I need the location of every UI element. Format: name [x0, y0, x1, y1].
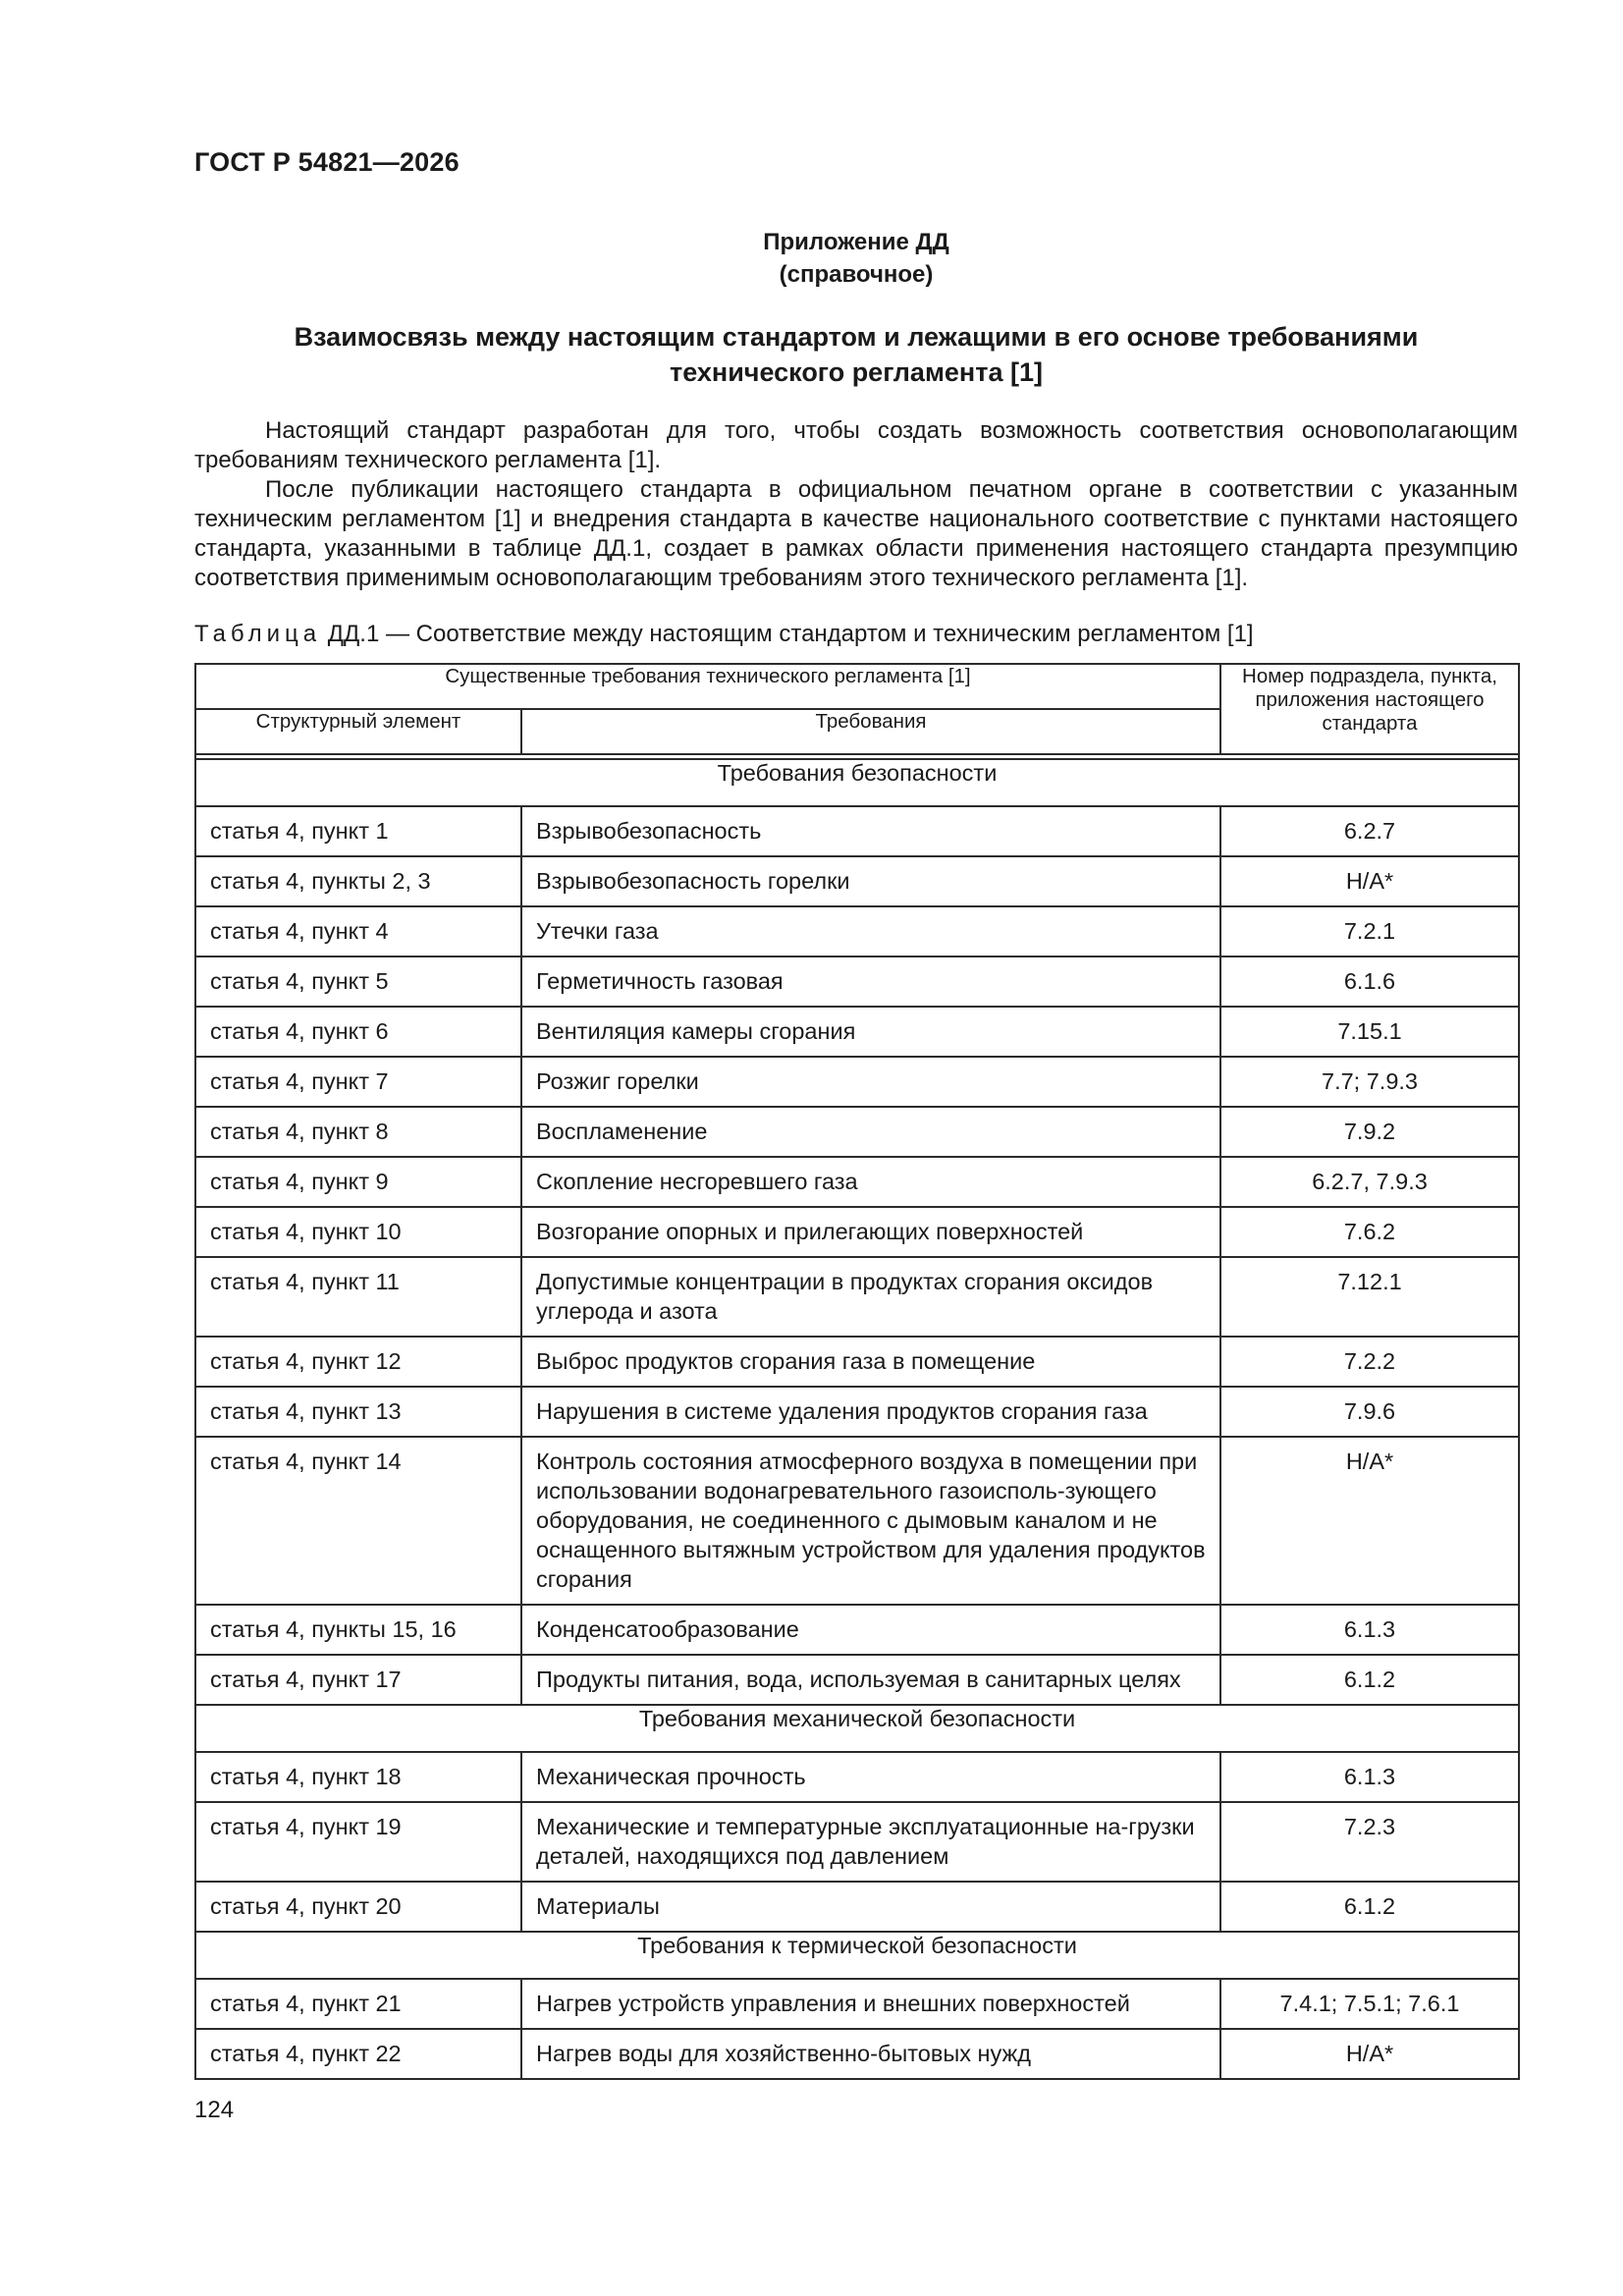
- structural-element-cell: статья 4, пункт 20: [195, 1882, 521, 1932]
- structural-element-cell: статья 4, пункт 4: [195, 906, 521, 957]
- standard-reference-cell: 6.2.7, 7.9.3: [1220, 1157, 1519, 1207]
- standard-reference-cell: Н/А*: [1220, 856, 1519, 906]
- document-code: ГОСТ Р 54821—2026: [194, 147, 460, 177]
- requirement-cell: Скопление несгоревшего газа: [521, 1157, 1220, 1207]
- structural-element-cell: статья 4, пункт 11: [195, 1257, 521, 1337]
- structural-element-cell: статья 4, пункт 10: [195, 1207, 521, 1257]
- table-header-row: [195, 664, 1519, 709]
- structural-element-cell: статья 4, пункт 7: [195, 1057, 521, 1107]
- header-requirements: Требования: [521, 709, 1220, 754]
- standard-reference-cell: 7.12.1: [1220, 1257, 1519, 1337]
- structural-element-cell: статья 4, пункт 19: [195, 1802, 521, 1882]
- standard-reference-cell: 7.2.1: [1220, 906, 1519, 957]
- appendix-kind: (справочное): [779, 261, 934, 288]
- title-line-2: технического регламента [1]: [670, 357, 1043, 387]
- standard-reference-cell: 7.9.2: [1220, 1107, 1519, 1157]
- standard-reference-cell: 6.1.3: [1220, 1752, 1519, 1802]
- intro-text: [194, 416, 1518, 593]
- structural-element-cell: статья 4, пункт 6: [195, 1007, 521, 1057]
- requirement-cell: Возгорание опорных и прилегающих поверхностей: [521, 1207, 1220, 1257]
- appendix-title: [194, 319, 1518, 390]
- structural-element-cell: статья 4, пункт 22: [195, 2029, 521, 2079]
- standard-reference-cell: 7.9.6: [1220, 1387, 1519, 1437]
- table-row: [195, 1007, 1519, 1057]
- structural-element-cell: статья 4, пункт 12: [195, 1337, 521, 1387]
- standard-reference-cell: Н/А*: [1220, 2029, 1519, 2079]
- appendix-label: Приложение ДД: [763, 229, 949, 255]
- section-title: Требования механической безопасности: [195, 1705, 1519, 1752]
- table-row: [195, 1882, 1519, 1932]
- standard-reference-cell: 7.2.3: [1220, 1802, 1519, 1882]
- section-row: [195, 1705, 1519, 1752]
- header-structural-element: Структурный элемент: [195, 709, 521, 754]
- table-row: [195, 1605, 1519, 1655]
- table-row: [195, 1387, 1519, 1437]
- table-row: [195, 1257, 1519, 1337]
- requirement-cell: Контроль состояния атмосферного воздуха в помещении при использовании водонагревательного газоисполь-зующего оборудования, не соединенного с дымовым каналом и не оснащенного вытяжным устройством для удаления продуктов сгорания: [521, 1437, 1220, 1605]
- table-row: [195, 1207, 1519, 1257]
- table-row: [195, 1057, 1519, 1107]
- header-number: Номер подраздела, пункта, приложения настоящего стандарта: [1220, 664, 1519, 754]
- standard-reference-cell: 6.1.3: [1220, 1605, 1519, 1655]
- page-number: 124: [194, 2097, 235, 2123]
- table-row: [195, 806, 1519, 856]
- header-group: Существенные требования технического регламента [1]: [195, 664, 1220, 709]
- requirement-cell: Взрывобезопасность: [521, 806, 1220, 856]
- standard-reference-cell: Н/А*: [1220, 1437, 1519, 1605]
- table-row: [195, 1337, 1519, 1387]
- table-row: [195, 1107, 1519, 1157]
- structural-element-cell: статья 4, пункт 14: [195, 1437, 521, 1605]
- appendix-heading: [194, 226, 1518, 291]
- section-title: Требования безопасности: [195, 759, 1519, 806]
- structural-element-cell: статья 4, пункт 13: [195, 1387, 521, 1437]
- standard-reference-cell: 6.2.7: [1220, 806, 1519, 856]
- section-row: [195, 1932, 1519, 1979]
- intro-paragraph-2: После публикации настоящего стандарта в официальном печатном органе в соответствии с указанным техническим регламентом [1] и внедрения стандарта в качестве национального соответствие с пунктами настоящего стандарта, указанными в таблице ДД.1, создает в рамках области применения настоящего стандарта презумпцию соответствия применимым основополагающим требованиям этого технического регламента [1].: [194, 476, 1518, 591]
- structural-element-cell: статья 4, пункт 17: [195, 1655, 521, 1705]
- requirement-cell: Нагрев воды для хозяйственно-бытовых нужд: [521, 2029, 1220, 2079]
- requirement-cell: Продукты питания, вода, используемая в санитарных целях: [521, 1655, 1220, 1705]
- table-row: [195, 1157, 1519, 1207]
- structural-element-cell: статья 4, пункт 8: [195, 1107, 521, 1157]
- requirement-cell: Механические и температурные эксплуатационные на-грузки деталей, находящихся под давлением: [521, 1802, 1220, 1882]
- requirement-cell: Материалы: [521, 1882, 1220, 1932]
- requirement-cell: Взрывобезопасность горелки: [521, 856, 1220, 906]
- table-row: [195, 1802, 1519, 1882]
- table-caption: [194, 621, 1254, 648]
- requirement-cell: Воспламенение: [521, 1107, 1220, 1157]
- table-row: [195, 957, 1519, 1007]
- table-row: [195, 856, 1519, 906]
- structural-element-cell: статья 4, пункты 15, 16: [195, 1605, 521, 1655]
- requirement-cell: Допустимые концентрации в продуктах сгорания оксидов углерода и азота: [521, 1257, 1220, 1337]
- requirement-cell: Розжиг горелки: [521, 1057, 1220, 1107]
- title-line-1: Взаимосвязь между настоящим стандартом и лежащими в его основе требованиями: [294, 322, 1419, 352]
- requirement-cell: Выброс продуктов сгорания газа в помещение: [521, 1337, 1220, 1387]
- structural-element-cell: статья 4, пункт 21: [195, 1979, 521, 2029]
- table-row: [195, 1979, 1519, 2029]
- intro-paragraph-1: Настоящий стандарт разработан для того, чтобы создать возможность соответствия основополагающим требованиям технического регламента [1].: [194, 417, 1518, 473]
- table-row: [195, 2029, 1519, 2079]
- standard-reference-cell: 6.1.6: [1220, 957, 1519, 1007]
- section-row: [195, 759, 1519, 806]
- standard-reference-cell: 6.1.2: [1220, 1882, 1519, 1932]
- requirement-cell: Нагрев устройств управления и внешних поверхностей: [521, 1979, 1220, 2029]
- requirement-cell: Конденсатообразование: [521, 1605, 1220, 1655]
- table-body: [195, 759, 1519, 2079]
- standard-reference-cell: 6.1.2: [1220, 1655, 1519, 1705]
- table-caption-prefix: Таблица: [194, 621, 322, 647]
- requirement-cell: Нарушения в системе удаления продуктов сгорания газа: [521, 1387, 1220, 1437]
- structural-element-cell: статья 4, пункт 9: [195, 1157, 521, 1207]
- requirement-cell: Герметичность газовая: [521, 957, 1220, 1007]
- section-title: Требования к термической безопасности: [195, 1932, 1519, 1979]
- table-row: [195, 1437, 1519, 1605]
- requirement-cell: Утечки газа: [521, 906, 1220, 957]
- standard-reference-cell: 7.7; 7.9.3: [1220, 1057, 1519, 1107]
- table-caption-text: ДД.1 — Соответствие между настоящим стандартом и техническим регламентом [1]: [327, 621, 1254, 647]
- requirement-cell: Вентиляция камеры сгорания: [521, 1007, 1220, 1057]
- requirements-table: [194, 663, 1520, 2080]
- standard-reference-cell: 7.15.1: [1220, 1007, 1519, 1057]
- requirement-cell: Механическая прочность: [521, 1752, 1220, 1802]
- table-row: [195, 906, 1519, 957]
- table-row: [195, 1655, 1519, 1705]
- standard-reference-cell: 7.6.2: [1220, 1207, 1519, 1257]
- structural-element-cell: статья 4, пункт 5: [195, 957, 521, 1007]
- standard-reference-cell: 7.2.2: [1220, 1337, 1519, 1387]
- structural-element-cell: статья 4, пункты 2, 3: [195, 856, 521, 906]
- table-row: [195, 1752, 1519, 1802]
- standard-reference-cell: 7.4.1; 7.5.1; 7.6.1: [1220, 1979, 1519, 2029]
- structural-element-cell: статья 4, пункт 18: [195, 1752, 521, 1802]
- structural-element-cell: статья 4, пункт 1: [195, 806, 521, 856]
